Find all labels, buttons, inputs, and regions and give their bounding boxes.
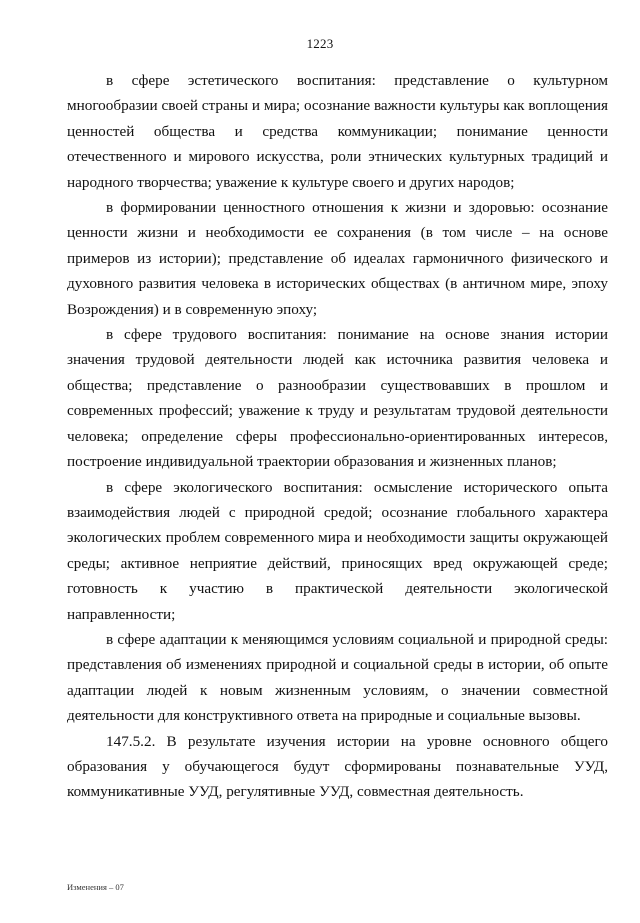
document-body	[67, 68, 608, 805]
paragraph-section-147-5-2: 147.5.2. В результате изучения истории на уровне основного общего образования у обучающегося будут сформированы познавательные УУД, коммуникативные УУД, регулятивные УУД, совместная деятельность.	[67, 732, 608, 801]
paragraph-health-values: в формировании ценностного отношения к жизни и здоровью: осознание ценности жизни и необходимости ее сохранения (в том числе – на основе примеров из истории); представление об идеалах гармоничного физического и духовного развития человека в исторических обществах (в античном мире, эпоху Возрождения) и в современную эпоху;	[67, 199, 608, 318]
footer-revision-note: Изменения – 07	[67, 882, 124, 892]
paragraph-adaptation: в сфере адаптации к меняющимся условиям социальной и природной среды: представления об изменениях природной и социальной среды в истории, об опыте адаптации людей к новым жизненным условиям, о значении совместной деятельности для конструктивного ответа на природные и социальные вызовы.	[67, 630, 608, 725]
paragraph-labor-education: в сфере трудового воспитания: понимание на основе знания истории значения трудовой деятельности людей как источника развития человека и общества; представление о разнообразии существовавших в прошлом и современных профессий; уважение к труду и результатам трудовой деятельности человека; определение сферы профессионально-ориентированных интересов, построение индивидуальной траектории образования и жизненных планов;	[67, 326, 608, 471]
page-number: 1223	[306, 36, 334, 51]
paragraph-ecological-education: в сфере экологического воспитания: осмысление исторического опыта взаимодействия людей с природной средой; осознание глобального характера экологических проблем современного мира и необходимости защиты окружающей среды; активное неприятие действий, приносящих вред окружающей среде; готовность к участию в практической деятельности экологической направленности;	[67, 478, 608, 623]
paragraph-aesthetic-education: в сфере эстетического воспитания: представление о культурном многообразии своей страны и мира; осознание важности культуры как воплощения ценностей общества и средства коммуникации; понимание ценности отечественного и мирового искусства, роли этнических культурных традиций и народного творчества; уважение к культуре своего и других народов;	[67, 72, 608, 191]
